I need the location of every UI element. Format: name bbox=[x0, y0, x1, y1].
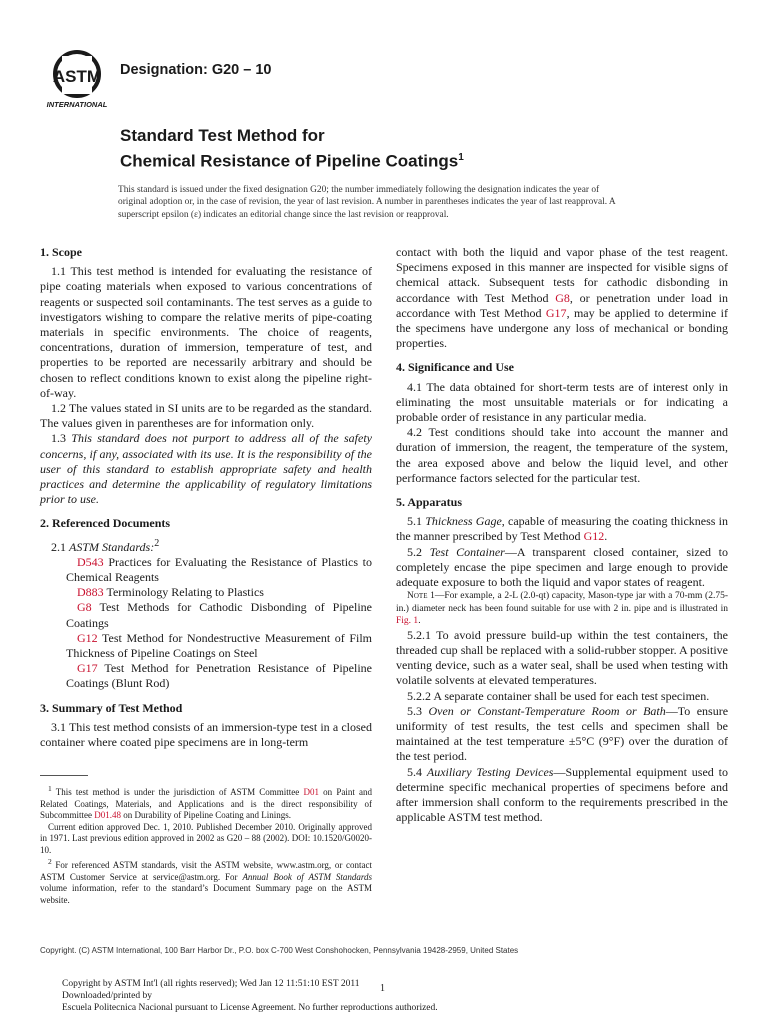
footnotes bbox=[40, 783, 372, 906]
section-heading: 4. Significance and Use bbox=[396, 360, 515, 375]
download-line-1: Copyright by ASTM Int'l (all rights reserved); Wed Jan 12 11:51:10 EST 2011 bbox=[62, 979, 360, 989]
left-column bbox=[40, 245, 372, 759]
section-heading: 5. Apparatus bbox=[396, 495, 463, 510]
paragraph-5-2: 5.2 Test Container—A transparent closed container, sized to completely encase the pipe specimen and large enough to provide adequate exposure to both the liquid and vapor states of reagent. bbox=[396, 544, 729, 590]
reference-item: G8 Test Methods for Cathodic Disbonding of Pipeline Coatings bbox=[66, 600, 372, 630]
title-footnote-marker: 1 bbox=[458, 152, 464, 163]
reference-item: G17 Test Method for Penetration Resistance of Pipeline Coatings (Blunt Rod) bbox=[66, 661, 372, 691]
paragraph-5-1: 5.1 Thickness Gage, capable of measuring the coating thickness in the manner prescribed by Test Method G12. bbox=[396, 514, 728, 544]
logo-subtext: INTERNATIONAL bbox=[46, 100, 108, 109]
section-summary-continued bbox=[396, 245, 728, 351]
title-line-2: Chemical Resistance of Pipeline Coatings$^1$ bbox=[120, 151, 464, 171]
footnote-divider bbox=[40, 775, 88, 776]
download-line-3: Escuela Politecnica Nacional pursuant to License Agreement. No further reproductions authorized. bbox=[62, 1003, 438, 1013]
paragraph-3-1: 3.1 This test method consists of an immersion-type test in a closed container where coated pipe specimens are in long-term bbox=[40, 719, 372, 750]
right-column bbox=[396, 245, 728, 834]
test-method-link-g12[interactable]: G12 bbox=[583, 529, 605, 544]
paragraph-1-1: 1.1 This test method is intended for evaluating the resistance of pipe coating materials when exposed to various concentrations of reagents or suspected soil contaminants. The test serves as a guide to investigators wishing to compare the relative merits of pipe-coating materials in specific environments. The choice of reagents, concentrations, duration of immersion, temperature of test, and properties to be reported are necessarily arbitrary and should be chosen to reflect conditions known to exist along the pipeline right-of-way. bbox=[40, 264, 372, 400]
footnote-1-edition: Current edition approved Dec. 1, 2010. Published December 2010. Originally approved in 1971. Last previous edition approved in 2002 as G20 – 88 (2002). DOI: 10.1520/G0020-10. bbox=[40, 821, 372, 855]
paragraph-1-3: 1.3 This standard does not purport to address all of the safety concerns, if any, associated with its use. It is the responsibility of the user of this standard to establish appropriate safety and health practices and determine the applicability of regulatory limitations prior to use. bbox=[40, 431, 372, 507]
reference-item: G12 Test Method for Nondestructive Measurement of Film Thickness of Pipeline Coatings on Steel bbox=[66, 630, 372, 661]
subcommittee-link-d01-48[interactable]: D01.48 bbox=[94, 810, 121, 820]
test-method-link-g8[interactable]: G8 bbox=[555, 290, 570, 305]
section-summary bbox=[40, 701, 372, 751]
paragraph-5-2-1: 5.2.1 To avoid pressure build-up within the test containers, the threaded cup shall be replaced with a solid-rubber stopper. A positive venting device, such as a water seal, shall be used when testing with volatile solvents at elevated temperatures. bbox=[396, 627, 728, 688]
document-title bbox=[120, 125, 464, 173]
reference-item: D543 Practices for Evaluating the Resistance of Plastics to Chemical Reagents bbox=[66, 554, 373, 585]
section-significance bbox=[396, 360, 728, 486]
note-1: Note 1—For example, a 2-L (2.0-qt) capacity, Mason-type jar with a 70-mm (2.75-in.) diameter neck has been found suitable for use with 2 in. pipe and is illustrated in Fig. 1. bbox=[396, 591, 729, 627]
astm-standards-label: 2.1 ASTM Standards:$^2$ bbox=[51, 537, 160, 554]
download-line-2: Downloaded/printed by bbox=[62, 991, 152, 1001]
footnote-1: $^1$ This test method is under the jurisdiction of ASTM Committee D01 on Paint and Related Coatings, Materials, and Applications and is the direct responsibility of Subcommittee D01.48 on Durability of Pipeline Coating and Linings. bbox=[40, 784, 372, 820]
committee-link-d01[interactable]: D01 bbox=[303, 787, 319, 797]
designation: Designation: G20 – 10 bbox=[120, 62, 272, 78]
paragraph-4-1: 4.1 The data obtained for short-term tests are of interest only in eliminating the most unsuitable materials or for indicating a probable order of resistance in any particular media. bbox=[396, 379, 728, 425]
section-referenced-documents bbox=[40, 516, 372, 691]
copyright-notice: Copyright. (C) ASTM International, 100 Barr Harbor Dr., P.O. box C-700 West Conshohocken, Pennsylvania 19428-2959, United States bbox=[40, 946, 519, 955]
reference-item: D883 Terminology Relating to Plastics bbox=[77, 585, 264, 600]
reference-link-g8[interactable]: G8 bbox=[77, 600, 92, 615]
reference-link-g12[interactable]: G12 bbox=[77, 630, 98, 645]
section-scope bbox=[40, 245, 372, 507]
title-line-1: Standard Test Method for bbox=[120, 126, 325, 145]
reference-link-d883[interactable]: D883 bbox=[77, 585, 104, 600]
section-apparatus bbox=[396, 495, 728, 825]
reference-link-d543[interactable]: D543 bbox=[77, 554, 104, 569]
test-method-link-g17[interactable]: G17 bbox=[545, 305, 567, 320]
logo-text: ASTM bbox=[52, 67, 102, 86]
reference-link-g17[interactable]: G17 bbox=[77, 661, 98, 676]
paragraph-4-2: 4.2 Test conditions should take into account the manner and duration of immersion, the reagent, the temperature of the system, the area exposed above and below the liquid level, and other performance factors selected for the particular test. bbox=[396, 425, 728, 485]
paragraph-5-4: 5.4 Auxiliary Testing Devices—Supplemental equipment used to determine specific mechanical properties of specimens before and after immersion shall conform to the requirements prescribed in the applicable ASTM test method. bbox=[396, 764, 728, 825]
paragraph-5-2-2: 5.2.2 A separate container shall be used for each test specimen. bbox=[407, 688, 710, 703]
page-number: 1 bbox=[380, 983, 385, 994]
figure-link-fig-1[interactable]: Fig. 1 bbox=[396, 616, 419, 627]
astm-logo bbox=[42, 48, 112, 110]
section-heading: 2. Referenced Documents bbox=[40, 516, 171, 531]
paragraph-1-2: 1.2 The values stated in SI units are to be regarded as the standard. The values given in parentheses are for information only. bbox=[40, 401, 372, 431]
section-heading: 3. Summary of Test Method bbox=[40, 700, 183, 715]
paragraph-5-3: 5.3 Oven or Constant-Temperature Room or Bath—To ensure uniformity of test results, the test cells and specimen shall be maintained at the test temperature ±5°C (9°F) over the duration of the test period. bbox=[396, 703, 729, 764]
section-heading: 1. Scope bbox=[40, 245, 82, 259]
paragraph-3-1-continued: contact with both the liquid and vapor phase of the test reagent. Specimens exposed in this manner are inspected for visible signs of chemical attack. Subsequent tests for cathodic disbonding in accordance with Test Method G8, or penetration under load in accordance with Test Method G17, may be applied to determine if the specimens have undergone any loss of mechanical or bonding properties. bbox=[396, 245, 728, 351]
standard-intro: This standard is issued under the fixed designation G20; the number immediately following the designation indicates the year of original adoption or, in the case of revision, the year of last revision. A number in parentheses indicates the year of last reapproval. A superscript epsilon (ε) indicates an editorial change since the last revision or reapproval. bbox=[118, 185, 616, 220]
footnote-2: $^2$ For referenced ASTM standards, visit the ASTM website, www.astm.org, or contact ASTM Customer Service at service@astm.org. For Annual Book of ASTM Standards volume information, refer to the standard’s Document Summary page on the ASTM website. bbox=[40, 857, 372, 905]
astm-logo-icon bbox=[42, 48, 112, 110]
